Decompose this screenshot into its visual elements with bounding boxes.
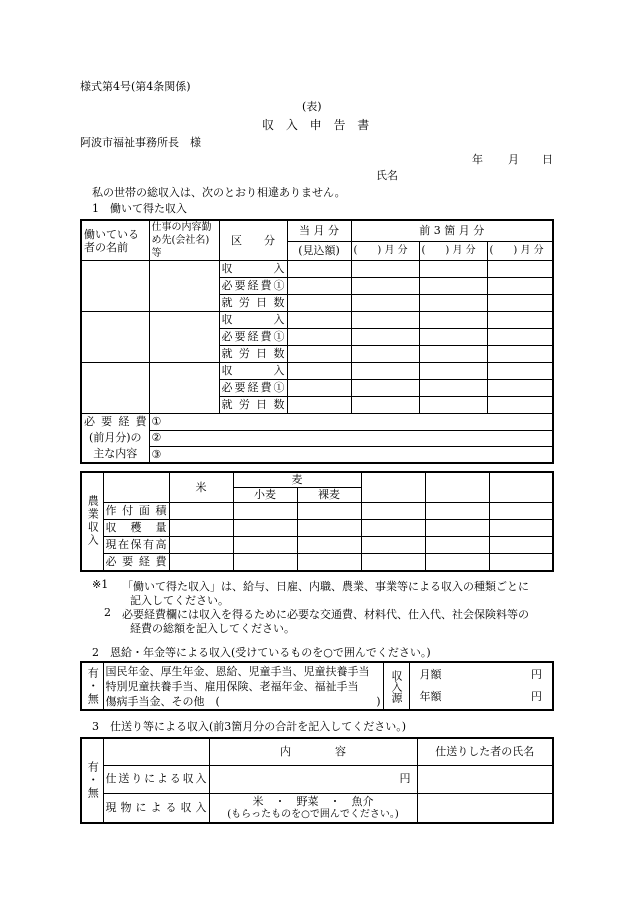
goods-options[interactable]: 米 ・ 野菜 ・ 魚介 (もらったものを○で囲んでください。) [209, 793, 417, 823]
note-2-line2: 経費の総額を記入してください。 [130, 622, 295, 635]
note-1-line1: 「働いて得た収入」は、給与、日雇、内職、農業、事業等による収入の種類ごとに [122, 580, 529, 593]
worker-name-2[interactable] [81, 312, 149, 363]
row-income: 収 入 [219, 312, 287, 329]
note-2-line1: 必要経費欄には収入を得るために必要な交通費、材料代、仕入代、社会保険料等の [122, 608, 529, 621]
agri-label: 農業収入 [81, 472, 103, 571]
pension-types[interactable]: 国民年金、厚生年金、恩給、児童手当、児童扶養手当 特別児童扶養手当、雇用保険、老福年金、福祉手当 傷病手当金、その他 ( ) [103, 662, 383, 710]
section2-heading: 2 恩給・年金等による収入(受けているものを○で囲んでください。) [92, 646, 431, 659]
month-cell-3[interactable]: ( ) 月 分 [487, 241, 553, 260]
remittance-yesno[interactable]: 有・無 [81, 738, 103, 823]
col-kubun: 区 分 [219, 220, 287, 261]
date-year: 年 [472, 153, 483, 166]
agri-stock: 現在保有高 [103, 537, 169, 554]
row-days: 就 労 日 数 [219, 397, 287, 414]
rice-header: 米 [169, 472, 233, 503]
col-sender: 仕送りした者の氏名 [417, 738, 553, 765]
declaration: 私の世帯の総収入は、次のとおり相違ありません。 [92, 186, 346, 199]
remittance-table [80, 737, 554, 824]
wheat-b-header: 裸麦 [297, 488, 361, 503]
col-job-detail: 仕事の内容勤め先(会社名)等 [149, 220, 219, 261]
expense-item-2[interactable]: ② [149, 430, 553, 447]
row-income: 収 入 [219, 261, 287, 278]
row-income: 収 入 [219, 363, 287, 380]
section1-heading: 1 働いて得た収入 [92, 202, 187, 215]
job-detail-1[interactable] [149, 261, 219, 312]
wheat-header: 麦 [233, 472, 361, 488]
note-2-mark: 2 [104, 606, 111, 619]
row-days: 就 労 日 数 [219, 346, 287, 363]
col-prev-3-months: 前 3 箇 月 分 [351, 220, 553, 241]
side-label: (表) [302, 100, 322, 113]
col-current-month: 当 月 分 [287, 220, 351, 241]
date-day: 日 [542, 153, 553, 166]
agri-area: 作 付 面 積 [103, 503, 169, 520]
month-cell-2[interactable]: ( ) 月 分 [419, 241, 487, 260]
row-days: 就 労 日 数 [219, 295, 287, 312]
pension-yesno[interactable]: 有・無 [81, 662, 103, 710]
job-detail-2[interactable] [149, 312, 219, 363]
expense-item-3[interactable]: ③ [149, 447, 553, 464]
section3-heading: 3 仕送り等による収入(前3箇月分の合計を記入してください。) [92, 720, 407, 733]
row-expense: 必要経費① [219, 329, 287, 346]
date-month: 月 [508, 153, 519, 166]
form-number: 様式第4号(第4条関係) [80, 80, 191, 93]
work-income-table [80, 219, 554, 464]
worker-name-3[interactable] [81, 363, 149, 414]
pension-table [80, 661, 554, 711]
cash-sender[interactable] [417, 765, 553, 793]
col-estimate: (見込額) [287, 241, 351, 260]
job-detail-3[interactable] [149, 363, 219, 414]
goods-sender[interactable] [417, 793, 553, 823]
month-cell-1[interactable]: ( ) 月 分 [351, 241, 419, 260]
row-expense: 必要経費① [219, 278, 287, 295]
row-goods-remittance: 現物による収入 [103, 793, 209, 823]
addressee: 阿波市福祉事務所長 様 [80, 136, 201, 149]
col-content: 内 容 [209, 738, 417, 765]
expense-content-label: 必 要 経 費 (前月分)の 主な内容 [81, 414, 149, 464]
pension-amounts[interactable]: 月額 円 年額 円 [409, 662, 553, 710]
expense-item-1[interactable]: ① [149, 414, 553, 431]
row-cash-remittance: 仕送りによる収入 [103, 765, 209, 793]
worker-name-1[interactable] [81, 261, 149, 312]
row-expense: 必要経費① [219, 380, 287, 397]
page-title: 収 入 申 告 書 [262, 118, 374, 132]
agri-expense: 必 要 経 費 [103, 554, 169, 571]
wheat-a-header: 小麦 [233, 488, 297, 503]
col-worker-name: 働いている者の名前 [81, 220, 149, 261]
note-1-mark: ※1 [92, 578, 109, 591]
name-label: 氏名 [376, 169, 398, 182]
agriculture-table [80, 471, 554, 572]
income-source-label: 収入源 [383, 662, 409, 710]
cash-amount[interactable]: 円 [209, 765, 417, 793]
note-1-line2: 記入してください。 [130, 594, 229, 607]
agri-harvest: 収 穫 量 [103, 520, 169, 537]
